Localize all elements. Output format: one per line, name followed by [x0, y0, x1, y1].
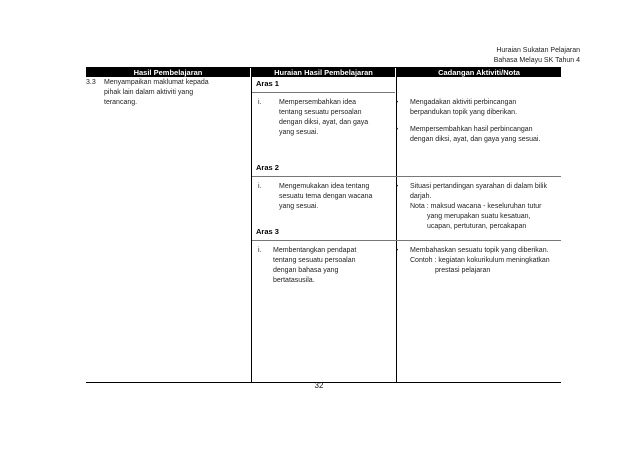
hasil-line-3: terancang. — [104, 99, 138, 106]
aras-1-title: Aras 1 — [256, 79, 279, 88]
aras-3-underline — [252, 240, 561, 241]
aras-2-note-line-5: ucapan, pertuturan, percakapan — [427, 223, 527, 230]
aras-1-underline — [252, 92, 395, 93]
aras-2-num: i. — [258, 183, 262, 190]
aras-2-note-line-4: yang merupakan suatu kesatuan, — [427, 213, 531, 220]
aras-3-note-line-1: Membahaskan sesuatu topik yang diberikan. — [410, 247, 549, 254]
hasil-line-2: pihak lain dalam aktiviti yang — [104, 89, 194, 96]
aras-3-desc-4: bertatasusila. — [273, 277, 315, 284]
aras-1-desc-1: Mempersembahkan idea — [279, 99, 357, 106]
aras-3-desc-2: tentang sesuatu persoalan — [273, 257, 356, 264]
hasil-number: 3.3 — [86, 79, 96, 86]
aras-1-note-2-line-2: dengan diksi, ayat, dan gaya yang sesuai. — [410, 136, 541, 143]
aras-2-note-line-3: Nota : maksud wacana - keseluruhan tutur — [410, 203, 542, 210]
column-divider-1 — [251, 68, 252, 382]
note-bullet-icon: • — [396, 248, 399, 254]
aras-2-underline — [252, 176, 561, 177]
header-line-2: Bahasa Melayu SK Tahun 4 — [493, 57, 580, 64]
aras-2-desc-2: sesuatu tema dengan wacana — [279, 193, 373, 200]
aras-3-note-line-3: prestasi pelajaran — [435, 267, 491, 274]
aras-2-desc-3: yang sesuai. — [279, 203, 319, 210]
note-bullet-icon: • — [396, 100, 399, 106]
aras-1-desc-3: dengan diksi, ayat, dan gaya — [279, 119, 369, 126]
aras-2-note-line-1: Situasi pertandingan syarahan di dalam bilik — [410, 183, 547, 190]
aras-1-note-1-line-1: Mengadakan aktiviti perbincangan — [410, 99, 517, 106]
hasil-line-1: Menyampaikan maklumat kepada — [104, 79, 209, 86]
syllabus-table — [86, 67, 561, 383]
aras-1-desc-4: yang sesuai. — [279, 129, 319, 136]
aras-1-note-1-line-2: berpandukan topik yang diberikan. — [410, 109, 518, 116]
document-header — [494, 46, 580, 66]
aras-2-title: Aras 2 — [256, 163, 279, 172]
aras-1-num: i. — [258, 99, 262, 106]
note-bullet-icon: • — [396, 184, 399, 190]
header-line-1: Huraian Sukatan Pelajaran — [496, 47, 580, 54]
aras-3-title: Aras 3 — [256, 227, 279, 236]
aras-3-note-line-2: Contoh : kegiatan kokurikulum meningkatkan — [410, 257, 550, 264]
aras-1-note-2-line-1: Mempersembahkan hasil perbincangan — [410, 126, 533, 133]
column-divider-2 — [396, 68, 397, 382]
aras-2-desc-1: Mengemukakan idea tentang — [279, 183, 370, 190]
aras-1-desc-2: tentang sesuatu persoalan — [279, 109, 362, 116]
column-header-huraian: Huraian Hasil Pembelajaran — [252, 68, 395, 77]
page-number: 32 — [314, 381, 324, 390]
aras-3-num: i. — [258, 247, 262, 254]
aras-2-note-line-2: darjah. — [410, 193, 432, 200]
note-bullet-icon: • — [396, 127, 399, 133]
aras-3-desc-3: dengan bahasa yang — [273, 267, 339, 274]
column-header-cadangan: Cadangan Aktiviti/Nota — [397, 68, 561, 77]
column-header-hasil: Hasil Pembelajaran — [86, 68, 250, 77]
aras-3-desc-1: Membentangkan pendapat — [273, 247, 357, 254]
